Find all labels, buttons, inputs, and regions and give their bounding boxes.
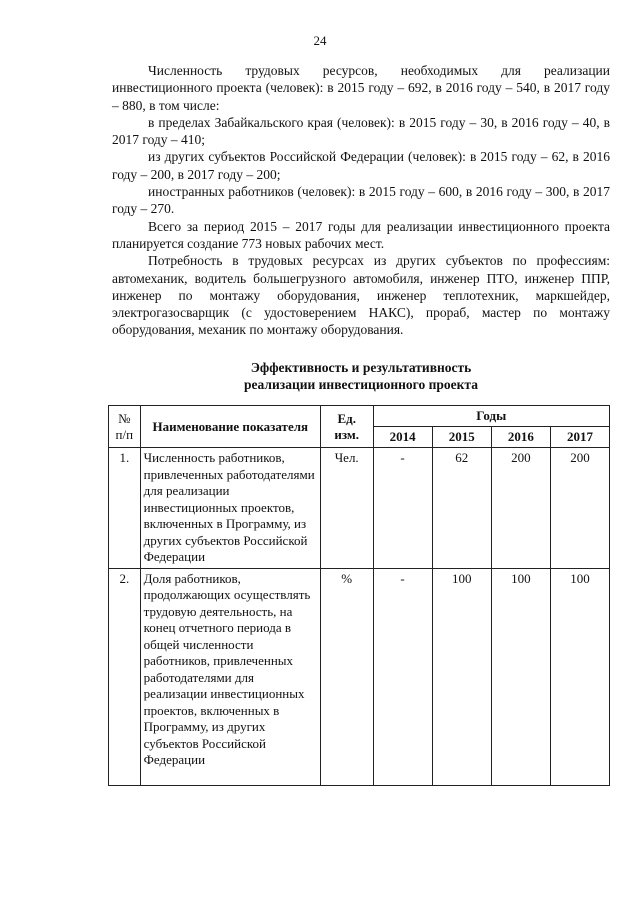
row-name: Доля работников, продолжающих осуществлять трудовую деятельность, на конец отчетного периода в общей численности работников, привлеченных работодателями для реализации инвестиционных проектов, включенных в Программу, из других субъектов Российской Федерации xyxy=(140,568,320,785)
row-value-2014: - xyxy=(373,568,432,785)
row-value-2015: 100 xyxy=(432,568,491,785)
row-value-2016: 100 xyxy=(491,568,550,785)
indicators-table xyxy=(108,405,610,786)
row-value-2014: - xyxy=(373,448,432,569)
row-value-2015: 62 xyxy=(432,448,491,569)
row-value-2017: 100 xyxy=(550,568,609,785)
row-num: 2. xyxy=(109,568,141,785)
page-number: 24 xyxy=(313,33,327,48)
body-text xyxy=(112,62,610,339)
row-name: Численность работников, привлеченных работодателями для реализации инвестиционных проектов, включенных в Программу, из других субъектов Российской Федерации xyxy=(140,448,320,569)
paragraph: Всего за период 2015 – 2017 годы для реализации инвестиционного проекта планируется создание 773 новых рабочих мест. xyxy=(112,218,610,251)
header-year: 2014 xyxy=(373,427,432,448)
paragraph: в пределах Забайкальского края (человек): в 2015 году – 30, в 2016 году – 40, в 2017 году – 410; xyxy=(112,114,610,148)
header-unit: Ед. изм. xyxy=(320,406,373,448)
paragraph: иностранных работников (человек): в 2015 году – 600, в 2016 году – 300, в 2017 году – 270. xyxy=(112,184,610,217)
section-heading-line1: Эффективность и результативность xyxy=(250,360,472,375)
row-unit: % xyxy=(320,568,373,785)
paragraph: Численность трудовых ресурсов, необходимых для реализации инвестиционного проекта (человек): в 2015 году – 692, в 2016 году – 540, в 2017 году – 880, в том числе: xyxy=(112,63,610,113)
header-year: 2015 xyxy=(432,427,491,448)
header-name: Наименование показателя xyxy=(140,406,320,448)
table-header-row xyxy=(109,406,610,427)
table-row xyxy=(109,448,610,569)
row-value-2016: 200 xyxy=(491,448,550,569)
header-years-label: Годы xyxy=(373,406,609,427)
section-heading-line2: реализации инвестиционного проекта xyxy=(244,377,478,392)
header-num: № п/п xyxy=(109,406,141,448)
table-row xyxy=(109,568,610,785)
row-num: 1. xyxy=(109,448,141,569)
header-year: 2016 xyxy=(491,427,550,448)
row-value-2017: 200 xyxy=(550,448,609,569)
paragraph: из других субъектов Российской Федерации (человек): в 2015 году – 62, в 2016 году – 200, в 2017 году – 200; xyxy=(112,149,610,182)
header-year: 2017 xyxy=(550,427,609,448)
row-unit: Чел. xyxy=(320,448,373,569)
paragraph: Потребность в трудовых ресурсах из других субъектов по профессиям: автомеханик, водитель большегрузного автомобиля, инженер ПТО, инженер ППР, инженер по монтажу оборудования, инженер теплотехник, маркшейдер, электрогазосварщик (с удостоверением НАКС), прораб, мастер по монтажу оборудования, механик по монтажу оборудования. xyxy=(112,253,610,338)
